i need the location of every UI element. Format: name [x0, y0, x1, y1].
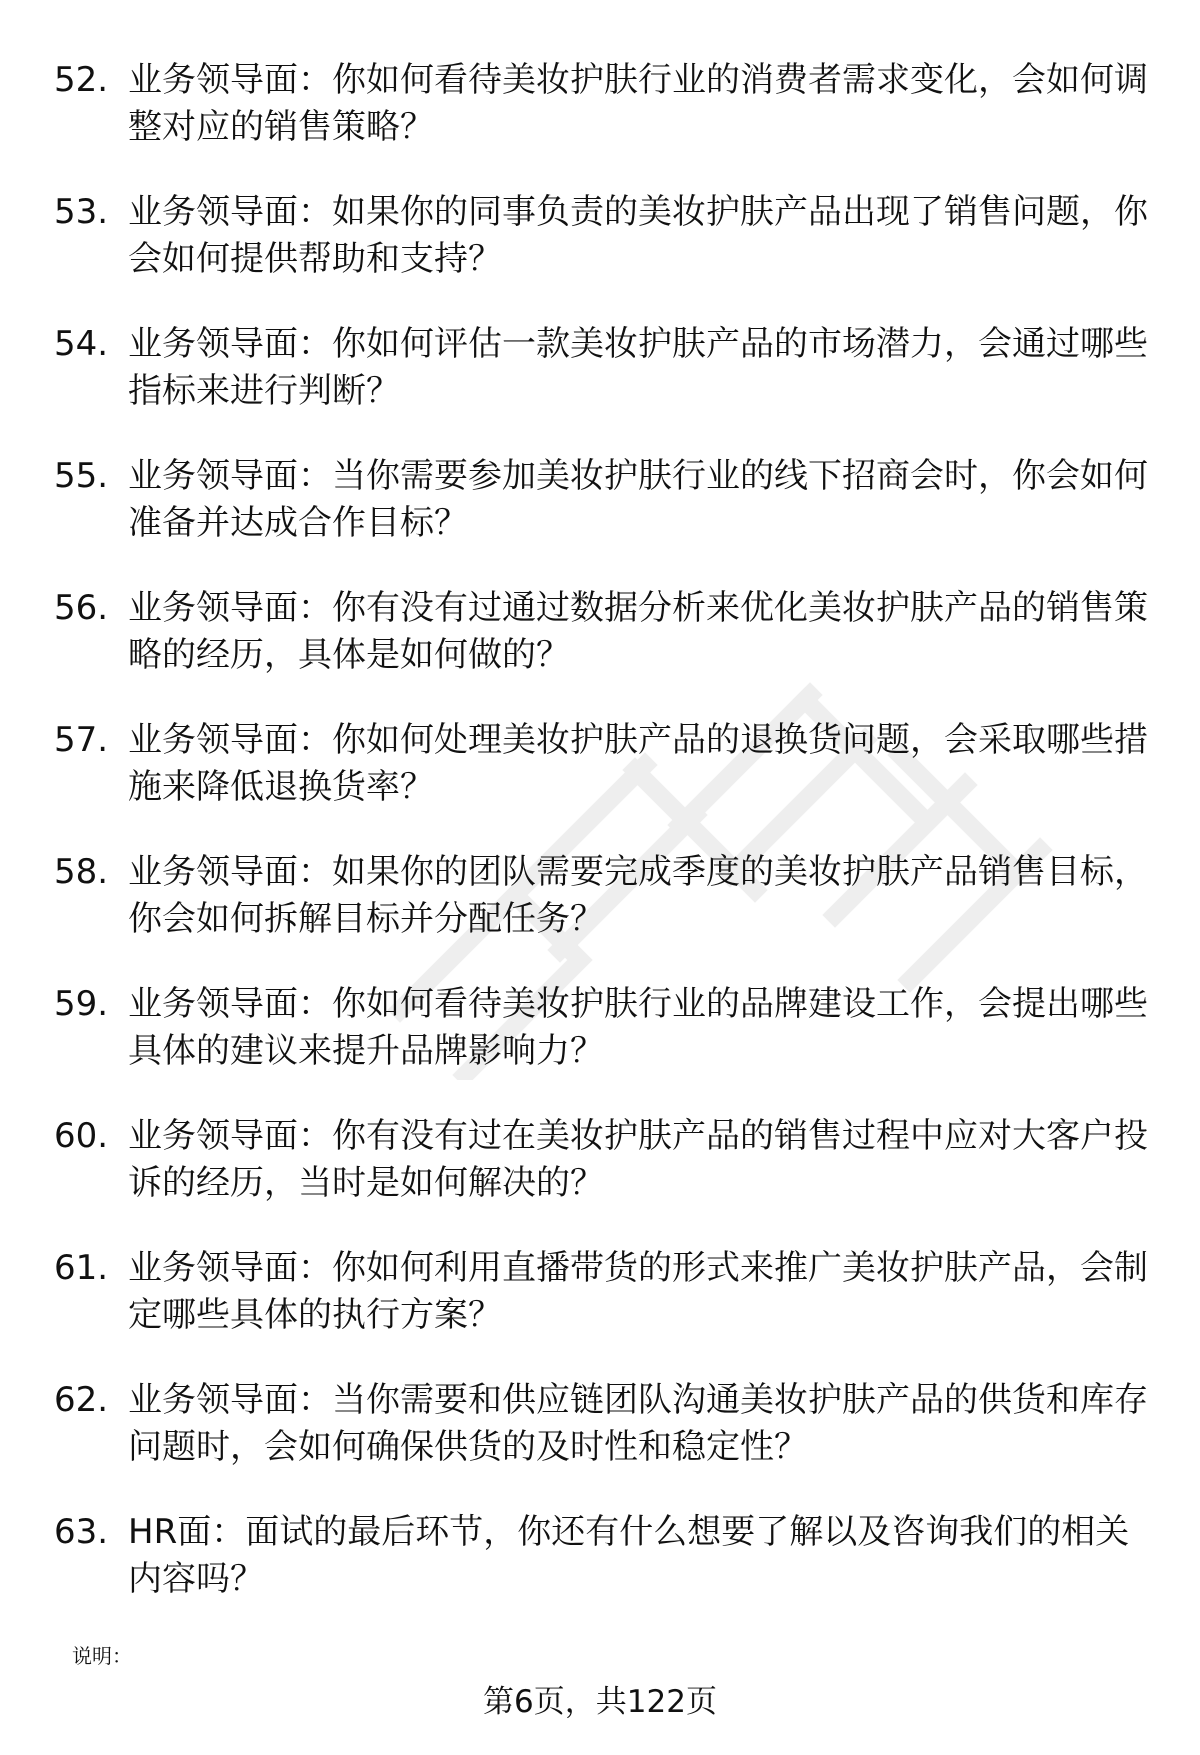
- question-item-53: [54, 189, 1164, 321]
- note-label: 说明：: [72, 1644, 132, 1668]
- question-number: 61.: [54, 1248, 109, 1288]
- question-text: 业务领导面：你如何看待美妆护肤行业的消费者需求变化，会如何调整对应的销售策略？: [128, 60, 1148, 147]
- interview-question-list: [54, 57, 1164, 1641]
- question-item-55: [54, 453, 1164, 585]
- question-item-58: [54, 849, 1164, 981]
- question-text: 业务领导面：你如何处理美妆护肤产品的退换货问题，会采取哪些措施来降低退换货率？: [128, 720, 1148, 807]
- question-number: 57.: [54, 720, 109, 760]
- question-text: 业务领导面：你有没有过通过数据分析来优化美妆护肤产品的销售策略的经历，具体是如何做的？: [128, 588, 1148, 675]
- question-item-61: [54, 1245, 1164, 1377]
- question-number: 59.: [54, 984, 109, 1024]
- question-text: 业务领导面：你如何看待美妆护肤行业的品牌建设工作，会提出哪些具体的建议来提升品牌影响力？: [128, 984, 1148, 1071]
- question-number: 56.: [54, 588, 109, 628]
- page-footer: 第6页，共122页: [483, 1684, 717, 1720]
- question-text: 业务领导面：如果你的同事负责的美妆护肤产品出现了销售问题，你会如何提供帮助和支持？: [128, 192, 1148, 279]
- question-text: 业务领导面：你有没有过在美妆护肤产品的销售过程中应对大客户投诉的经历，当时是如何解决的？: [128, 1116, 1148, 1203]
- question-item-54: [54, 321, 1164, 453]
- question-number: 53.: [54, 192, 109, 232]
- question-item-57: [54, 717, 1164, 849]
- question-text: 业务领导面：当你需要和供应链团队沟通美妆护肤产品的供货和库存问题时，会如何确保供货的及时性和稳定性？: [128, 1380, 1148, 1467]
- question-number: 63.: [54, 1512, 109, 1552]
- question-item-63: [54, 1509, 1164, 1641]
- question-item-60: [54, 1113, 1164, 1245]
- question-number: 54.: [54, 324, 109, 364]
- question-item-52: [54, 57, 1164, 189]
- question-number: 52.: [54, 60, 109, 100]
- question-number: 60.: [54, 1116, 109, 1156]
- question-text: 业务领导面：你如何评估一款美妆护肤产品的市场潜力，会通过哪些指标来进行判断？: [128, 324, 1148, 411]
- question-number: 55.: [54, 456, 109, 496]
- question-text: 业务领导面：如果你的团队需要完成季度的美妆护肤产品销售目标，你会如何拆解目标并分配任务？: [128, 852, 1148, 939]
- question-item-59: [54, 981, 1164, 1113]
- question-text: HR面：面试的最后环节，你还有什么想要了解以及咨询我们的相关内容吗？: [128, 1512, 1130, 1599]
- question-item-56: [54, 585, 1164, 717]
- question-text: 业务领导面：当你需要参加美妆护肤行业的线下招商会时，你会如何准备并达成合作目标？: [128, 456, 1148, 543]
- question-text: 业务领导面：你如何利用直播带货的形式来推广美妆护肤产品，会制定哪些具体的执行方案？: [128, 1248, 1148, 1335]
- question-item-62: [54, 1377, 1164, 1509]
- question-number: 58.: [54, 852, 109, 892]
- question-number: 62.: [54, 1380, 109, 1420]
